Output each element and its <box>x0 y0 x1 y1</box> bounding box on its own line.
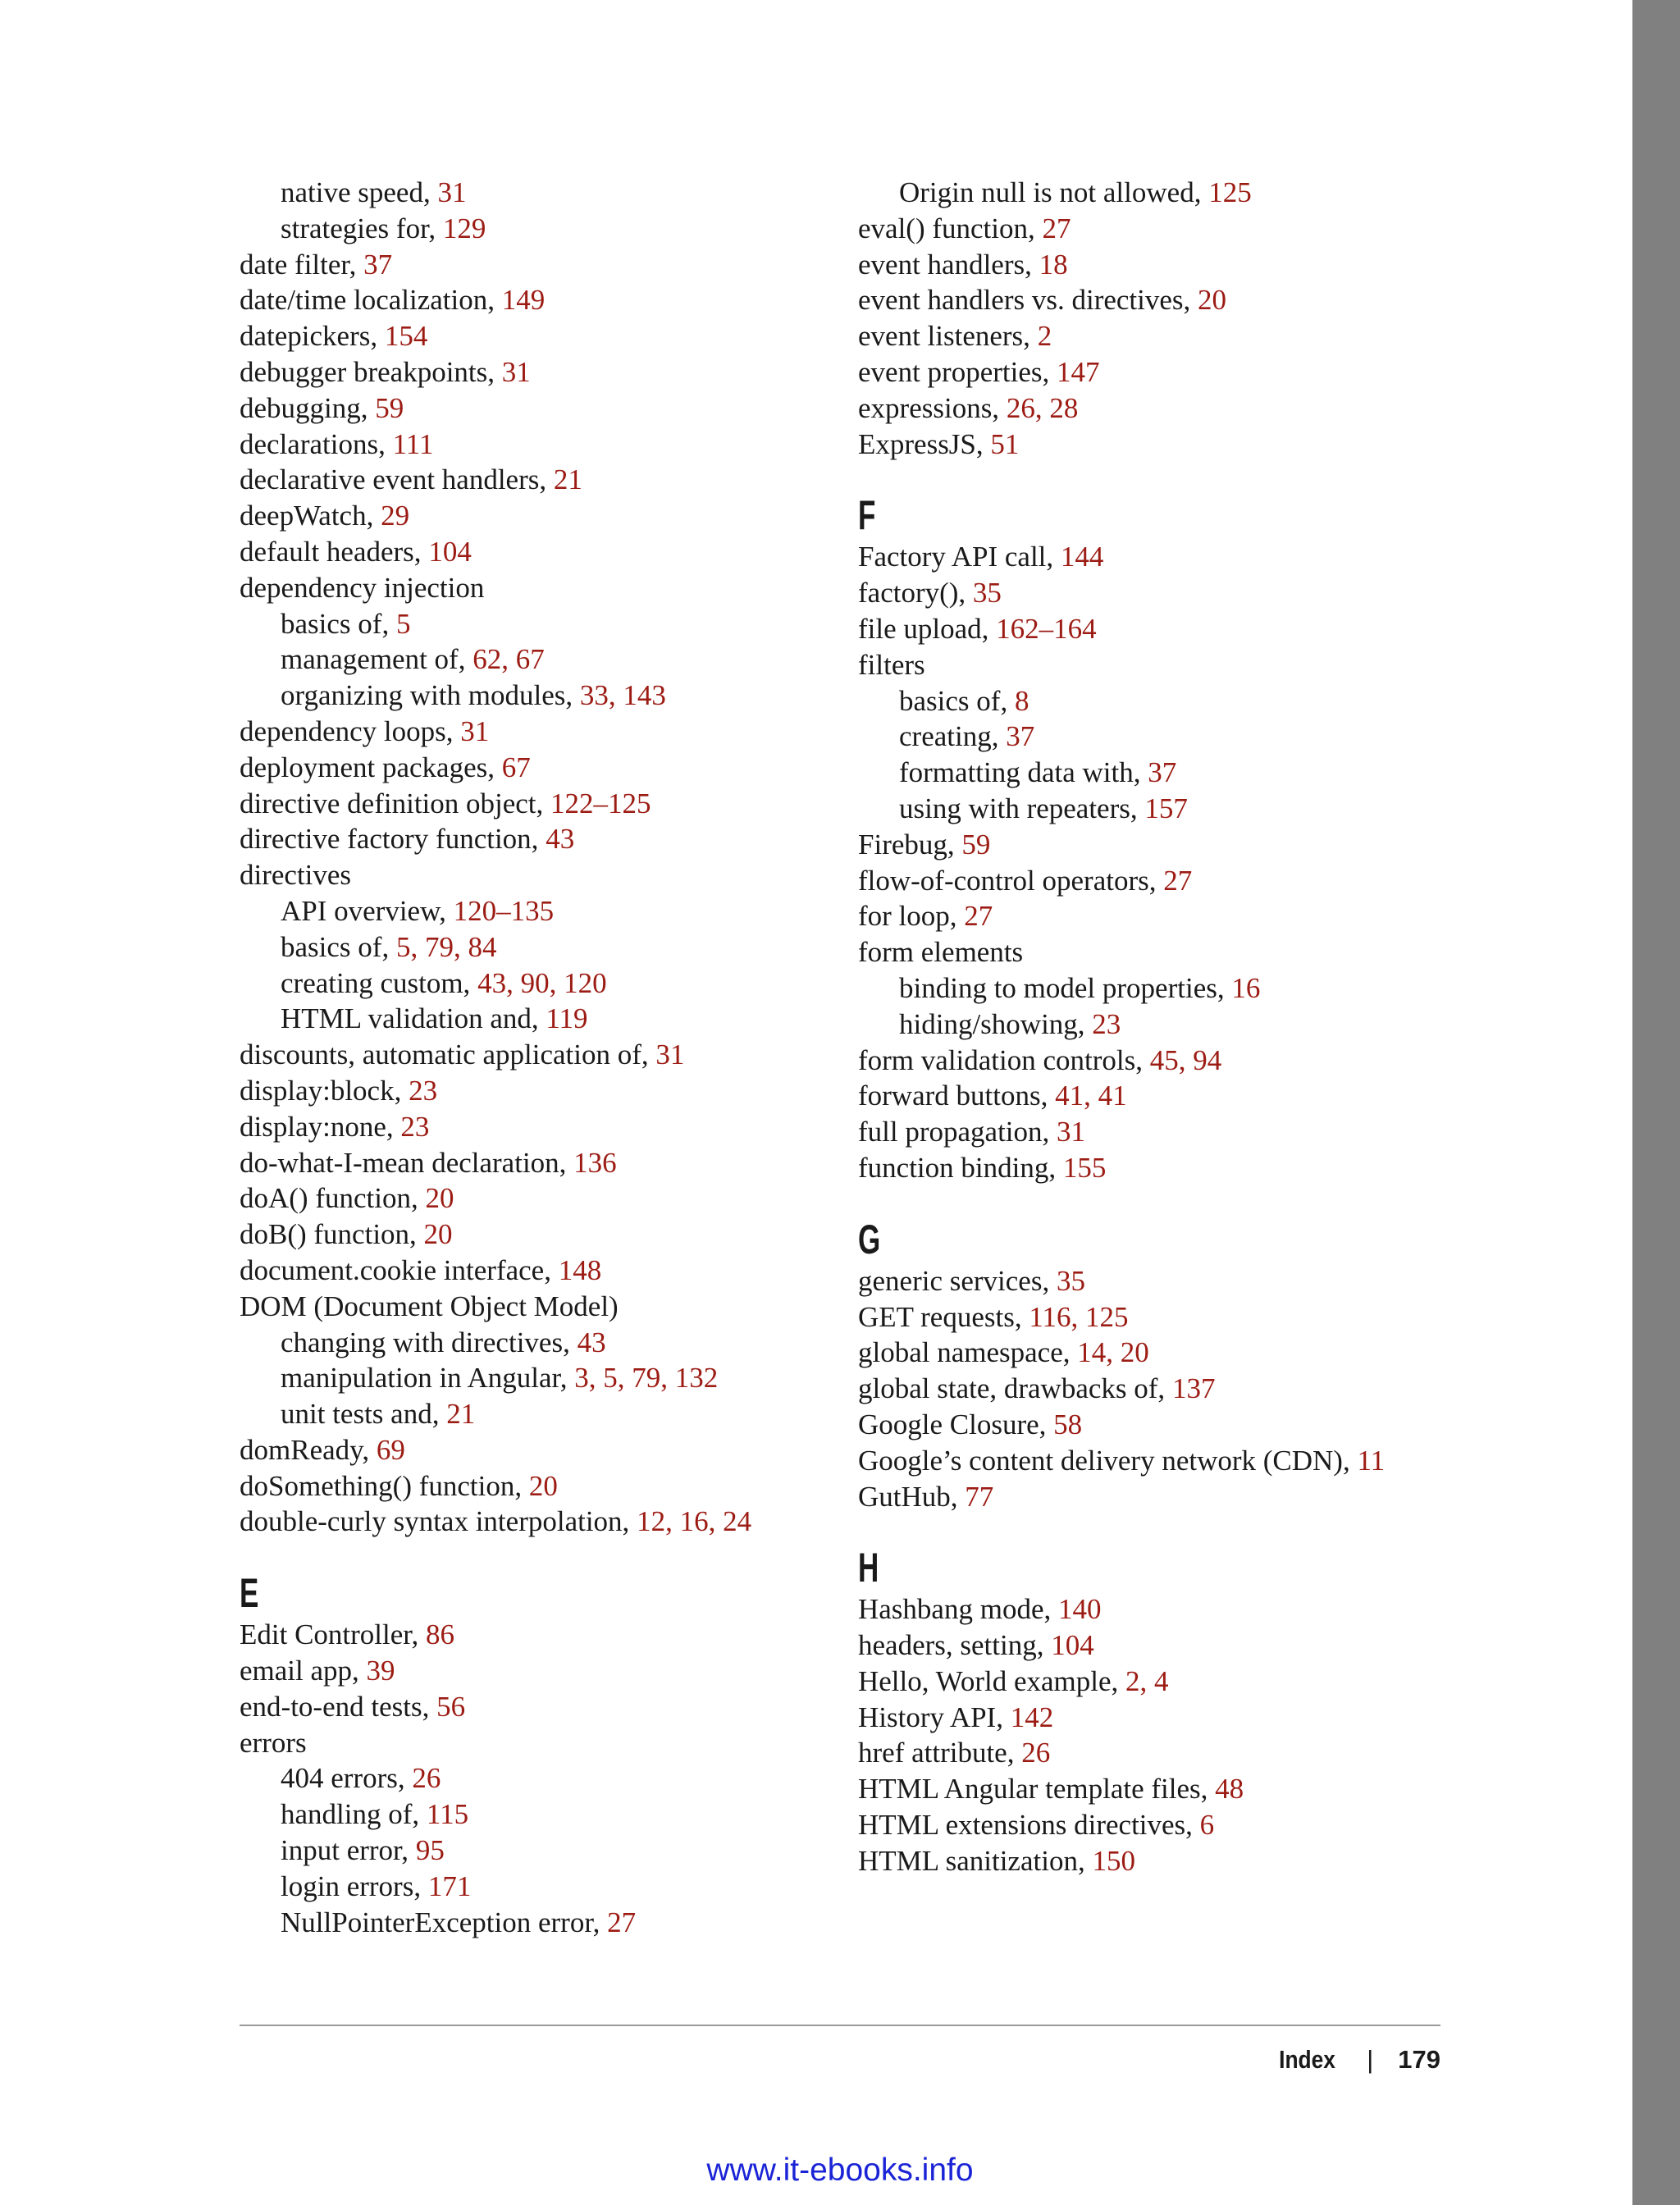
page-references[interactable]: 31 <box>437 176 467 208</box>
index-entry <box>858 1843 1449 1879</box>
section-letter: E <box>240 1570 259 1617</box>
page-references[interactable]: 129 <box>442 212 486 244</box>
index-column-right <box>858 175 1449 1879</box>
page-references[interactable]: 150 <box>1092 1844 1135 1877</box>
page-references[interactable]: 43, 90, 120 <box>477 966 607 999</box>
index-subentry <box>240 1833 814 1869</box>
index-subentry <box>858 175 1449 211</box>
entry-term: doA() function, <box>240 1182 426 1215</box>
page-references[interactable]: 59 <box>961 828 991 861</box>
right-edge-bar <box>1632 0 1680 2205</box>
page-references[interactable]: 26 <box>1021 1737 1051 1769</box>
index-subentry <box>858 683 1449 719</box>
page-references[interactable]: 115 <box>426 1798 469 1831</box>
index-entry <box>858 247 1449 283</box>
page-references[interactable]: 20 <box>423 1218 453 1251</box>
entry-term: basics of, <box>281 930 396 963</box>
entry-term: login errors, <box>281 1869 428 1902</box>
index-subentry <box>240 606 814 642</box>
entry-term: basics of, <box>899 684 1015 717</box>
page-references[interactable]: 148 <box>558 1253 602 1286</box>
page-references[interactable]: 59 <box>375 391 404 424</box>
page-references[interactable]: 33, 143 <box>579 679 666 712</box>
index-entry <box>240 462 814 498</box>
index-entry <box>240 1289 814 1325</box>
page-references[interactable]: 58 <box>1053 1408 1083 1440</box>
page-references[interactable]: 5, 79, 84 <box>395 930 497 963</box>
section-heading <box>240 1571 814 1617</box>
entry-term: end-to-end tests, <box>240 1690 437 1723</box>
entry-term: href attribute, <box>858 1737 1022 1769</box>
page-references[interactable]: 16 <box>1231 971 1261 1004</box>
page-references[interactable]: 21 <box>553 463 582 496</box>
index-entry <box>240 1073 814 1109</box>
index-entry <box>240 318 814 354</box>
entry-term: strategies for, <box>281 212 443 244</box>
entry-term: directives <box>240 859 352 892</box>
index-entry <box>240 1617 814 1653</box>
page-references[interactable]: 104 <box>428 535 472 568</box>
index-entry <box>858 1078 1449 1114</box>
index-entry <box>240 354 814 390</box>
section-letter: G <box>858 1216 881 1262</box>
index-subentry <box>240 211 814 247</box>
page-references[interactable]: 31 <box>501 355 531 388</box>
page-references[interactable]: 31 <box>460 714 490 747</box>
index-subentry <box>240 929 814 966</box>
page-references[interactable]: 43 <box>577 1326 606 1358</box>
index-entry <box>240 1109 814 1145</box>
entry-term: debugging, <box>240 391 376 424</box>
entry-term: errors <box>240 1726 307 1759</box>
entry-term: basics of, <box>281 607 396 640</box>
page-references[interactable]: 144 <box>1060 541 1104 573</box>
index-subentry <box>240 1796 814 1833</box>
index-entry <box>858 1479 1449 1515</box>
entry-term: doSomething() function, <box>240 1469 529 1502</box>
entry-term: event listeners, <box>858 320 1038 353</box>
page-references[interactable]: 27 <box>1163 864 1193 897</box>
index-entry <box>240 750 814 786</box>
page-references[interactable]: 20 <box>528 1469 558 1502</box>
footer-separator: | <box>1367 2045 1374 2074</box>
index-subentry <box>240 678 814 714</box>
page-number: 179 <box>1398 2045 1440 2074</box>
entry-term: dependency loops, <box>240 714 461 747</box>
section-heading <box>858 1545 1449 1591</box>
page-references[interactable]: 155 <box>1062 1151 1107 1184</box>
entry-term: Google Closure, <box>858 1408 1054 1440</box>
entry-term: GutHub, <box>858 1480 966 1513</box>
index-subentry <box>858 1007 1449 1043</box>
entry-term: GET requests, <box>858 1300 1029 1333</box>
index-entry <box>858 611 1449 647</box>
section-heading <box>858 1217 1449 1263</box>
entry-term: handling of, <box>281 1798 427 1831</box>
page-references[interactable]: 2 <box>1037 320 1052 353</box>
page-references[interactable]: 27 <box>607 1906 637 1938</box>
entry-term: Edit Controller, <box>240 1618 427 1651</box>
page-references[interactable]: 26 <box>412 1762 441 1795</box>
page-references[interactable]: 23 <box>409 1074 438 1107</box>
entry-term: full propagation, <box>858 1116 1057 1148</box>
page-references[interactable]: 45, 94 <box>1149 1043 1222 1076</box>
entry-term: factory(), <box>858 577 973 609</box>
page-references[interactable]: 5 <box>395 607 411 640</box>
section-spacer <box>240 1540 814 1571</box>
page-references[interactable]: 27 <box>1042 212 1071 244</box>
entry-term: event properties, <box>858 355 1057 388</box>
entry-term: do-what-I-mean declaration, <box>240 1146 574 1179</box>
entry-term: file upload, <box>858 612 997 645</box>
index-entry <box>240 1145 814 1181</box>
index-subentry <box>240 893 814 929</box>
entry-term: date/time localization, <box>240 284 502 317</box>
entry-term: generic services, <box>858 1264 1057 1297</box>
entry-term: unit tests and, <box>281 1398 447 1431</box>
index-column-left <box>240 175 814 1940</box>
page-references[interactable]: 142 <box>1010 1701 1054 1733</box>
page-references[interactable]: 77 <box>965 1480 994 1513</box>
index-subentry <box>240 1325 814 1361</box>
entry-term: using with repeaters, <box>899 792 1145 824</box>
page-references[interactable]: 23 <box>1092 1007 1121 1040</box>
page-references[interactable]: 20 <box>1198 284 1227 317</box>
index-subentry <box>240 1905 814 1941</box>
page-references[interactable]: 35 <box>972 577 1002 609</box>
index-entry <box>858 1443 1449 1479</box>
index-entry <box>240 1468 814 1504</box>
entry-term: global state, drawbacks of, <box>858 1372 1172 1405</box>
page-references[interactable]: 43 <box>546 823 575 856</box>
page-references[interactable]: 137 <box>1171 1372 1216 1405</box>
entry-term: creating, <box>899 720 1007 753</box>
index-entry <box>240 714 814 750</box>
entry-term: HTML extensions directives, <box>858 1809 1200 1842</box>
index-subentry <box>240 1360 814 1396</box>
index-entry <box>240 1253 814 1289</box>
index-entry <box>858 354 1449 390</box>
entry-term: Origin null is not allowed, <box>899 176 1209 208</box>
index-entry <box>858 647 1449 683</box>
page-references[interactable]: 69 <box>376 1433 405 1466</box>
index-subentry <box>240 641 814 678</box>
index-subentry <box>858 719 1449 755</box>
index-subentry <box>858 791 1449 827</box>
index-entry <box>240 1653 814 1689</box>
entry-term: domReady, <box>240 1433 377 1466</box>
page-references[interactable]: 104 <box>1051 1629 1094 1662</box>
footer-rule <box>240 2025 1440 2026</box>
index-entry <box>858 539 1449 575</box>
index-entry <box>858 1299 1449 1335</box>
entry-term: event handlers, <box>858 248 1039 281</box>
index-subentry <box>240 1869 814 1905</box>
index-entry <box>858 1407 1449 1443</box>
footer-section-label: Index <box>1279 2045 1336 2074</box>
page-references[interactable]: 48 <box>1215 1773 1244 1806</box>
entry-term: HTML Angular template files, <box>858 1773 1216 1806</box>
entry-term: NullPointerException error, <box>281 1906 608 1938</box>
page-references[interactable]: 122–125 <box>550 787 651 819</box>
entry-term: form validation controls, <box>858 1043 1150 1076</box>
entry-term: debugger breakpoints, <box>240 355 502 388</box>
entry-term: creating custom, <box>281 966 478 999</box>
page-references[interactable]: 39 <box>366 1655 395 1687</box>
index-entry <box>858 282 1449 318</box>
page-footer <box>1189 2042 1440 2078</box>
index-entry <box>858 1664 1449 1700</box>
index-entry <box>858 390 1449 427</box>
page-references[interactable]: 171 <box>427 1869 472 1902</box>
index-entry <box>858 1043 1449 1079</box>
entry-term: management of, <box>281 643 473 676</box>
page-references[interactable]: 8 <box>1014 684 1029 717</box>
entry-term: form elements <box>858 936 1024 969</box>
index-entry <box>240 821 814 857</box>
page-references[interactable]: 6 <box>1199 1809 1215 1842</box>
page-references[interactable]: 62, 67 <box>472 643 545 676</box>
index-entry <box>858 1628 1449 1664</box>
index-entry <box>240 1725 814 1761</box>
page-references[interactable]: 154 <box>384 320 428 353</box>
page-references[interactable]: 31 <box>655 1039 685 1071</box>
entry-term: 404 errors, <box>281 1762 413 1795</box>
entry-term: for loop, <box>858 900 965 933</box>
entry-term: expressions, <box>858 391 1007 424</box>
entry-term: eval() function, <box>858 212 1043 244</box>
page-references[interactable]: 125 <box>1208 176 1252 208</box>
index-subentry <box>858 970 1449 1007</box>
section-letter: F <box>858 492 876 539</box>
section-spacer <box>858 1186 1449 1217</box>
entry-term: Hashbang mode, <box>858 1593 1058 1626</box>
page-references[interactable]: 37 <box>363 248 393 281</box>
page-references[interactable]: 67 <box>501 751 531 783</box>
entry-term: datepickers, <box>240 320 385 353</box>
entry-term: global namespace, <box>858 1336 1078 1369</box>
entry-term: History API, <box>858 1701 1011 1733</box>
entry-term: directive factory function, <box>240 823 546 856</box>
watermark-link[interactable]: www.it-ebooks.info <box>706 2152 974 2188</box>
index-subentry <box>240 175 814 211</box>
page-references[interactable]: 149 <box>501 284 546 317</box>
index-entry <box>858 1114 1449 1150</box>
index-subentry <box>240 1760 814 1796</box>
index-entry <box>240 427 814 463</box>
index-entry <box>240 857 814 893</box>
entry-term: flow-of-control operators, <box>858 864 1164 897</box>
entry-term: doB() function, <box>240 1218 424 1251</box>
page-references[interactable]: 35 <box>1056 1264 1085 1297</box>
entry-term: hiding/showing, <box>899 1007 1093 1040</box>
index-entry <box>858 575 1449 611</box>
page-references[interactable]: 12, 16, 24 <box>637 1505 752 1538</box>
page-references[interactable]: 56 <box>436 1690 466 1723</box>
index-entry <box>858 898 1449 934</box>
page-references[interactable]: 116, 125 <box>1029 1300 1129 1333</box>
entry-term: native speed, <box>281 176 438 208</box>
index-entry <box>858 1335 1449 1371</box>
page-references[interactable]: 27 <box>964 900 993 933</box>
entry-term: Factory API call, <box>858 541 1061 573</box>
section-spacer <box>858 1514 1449 1545</box>
page-references[interactable]: 86 <box>426 1618 455 1651</box>
section-spacer <box>858 462 1449 493</box>
index-entry <box>240 282 814 318</box>
entry-term: display:none, <box>240 1110 401 1143</box>
index-entry <box>858 1771 1449 1807</box>
entry-term: formatting data with, <box>899 756 1148 789</box>
entry-term: event handlers vs. directives, <box>858 284 1198 317</box>
section-letter: H <box>858 1545 879 1591</box>
entry-term: Firebug, <box>858 828 962 861</box>
entry-term: API overview, <box>281 894 454 927</box>
entry-term: forward buttons, <box>858 1080 1056 1112</box>
index-entry <box>858 934 1449 970</box>
index-subentry <box>858 755 1449 791</box>
page-references[interactable]: 37 <box>1148 756 1177 789</box>
entry-term: changing with directives, <box>281 1326 578 1358</box>
entry-term: date filter, <box>240 248 364 281</box>
page-references[interactable]: 120–135 <box>453 894 555 927</box>
page-references[interactable]: 140 <box>1057 1593 1102 1626</box>
index-entry <box>858 1591 1449 1628</box>
entry-term: display:block, <box>240 1074 409 1107</box>
entry-term: function binding, <box>858 1151 1063 1184</box>
index-entry <box>858 827 1449 863</box>
page-references[interactable]: 14, 20 <box>1077 1336 1149 1369</box>
index-entry <box>858 427 1449 463</box>
entry-term: deployment packages, <box>240 751 502 783</box>
index-entry <box>240 570 814 606</box>
page-references[interactable]: 20 <box>425 1182 454 1215</box>
entry-term: ExpressJS, <box>858 427 991 460</box>
entry-term: binding to model properties, <box>899 971 1232 1004</box>
entry-term: manipulation in Angular, <box>281 1362 575 1395</box>
page-references[interactable]: 31 <box>1057 1116 1086 1148</box>
entry-term: directive definition object, <box>240 787 551 819</box>
entry-term: email app, <box>240 1655 367 1687</box>
entry-term: default headers, <box>240 535 429 568</box>
index-subentry <box>240 1001 814 1037</box>
index-entry <box>240 1037 814 1073</box>
index-entry <box>240 1504 814 1540</box>
index-entry <box>240 534 814 570</box>
index-entry <box>240 1689 814 1725</box>
page-references[interactable]: 23 <box>400 1110 430 1143</box>
page-references[interactable]: 111 <box>392 427 434 460</box>
entry-term: input error, <box>281 1834 416 1867</box>
index-entry <box>858 1735 1449 1771</box>
index-entry <box>858 318 1449 354</box>
index-entry <box>858 1807 1449 1843</box>
entry-term: headers, setting, <box>858 1629 1052 1662</box>
entry-term: declarative event handlers, <box>240 463 554 496</box>
index-subentry <box>240 1396 814 1432</box>
entry-term: Hello, World example, <box>858 1664 1126 1697</box>
page-references[interactable]: 147 <box>1057 355 1100 388</box>
page-references[interactable]: 37 <box>1006 720 1035 753</box>
page-references[interactable]: 119 <box>546 1002 588 1035</box>
entry-term: deepWatch, <box>240 500 381 532</box>
page-references[interactable]: 136 <box>573 1146 617 1179</box>
page-references[interactable]: 51 <box>990 427 1020 460</box>
page-references[interactable]: 26, 28 <box>1006 391 1079 424</box>
page-references[interactable]: 95 <box>415 1834 445 1867</box>
entry-term: document.cookie interface, <box>240 1253 559 1286</box>
entry-term: declarations, <box>240 427 393 460</box>
entry-term: double-curly syntax interpolation, <box>240 1505 637 1538</box>
page-references[interactable]: 29 <box>381 500 410 532</box>
index-entry <box>240 1180 814 1217</box>
entry-term: Google’s content delivery network (CDN), <box>858 1444 1358 1477</box>
index-entry <box>858 1263 1449 1299</box>
entry-term: HTML sanitization, <box>858 1844 1093 1877</box>
index-entry <box>858 211 1449 247</box>
entry-term: discounts, automatic application of, <box>240 1039 656 1071</box>
entry-term: DOM (Document Object Model) <box>240 1290 619 1322</box>
page-references[interactable]: 3, 5, 79, 132 <box>574 1362 719 1395</box>
entry-term: filters <box>858 648 925 681</box>
index-entry <box>240 498 814 534</box>
index-entry <box>858 1700 1449 1736</box>
page-references[interactable]: 162–164 <box>996 612 1097 645</box>
page-references[interactable]: 157 <box>1144 792 1188 824</box>
entry-term: HTML validation and, <box>281 1002 546 1035</box>
index-entry <box>240 786 814 822</box>
page-references[interactable]: 18 <box>1039 248 1068 281</box>
index-entry <box>240 247 814 283</box>
index-entry <box>240 1217 814 1253</box>
entry-term: organizing with modules, <box>281 679 580 712</box>
index-entry <box>858 1150 1449 1186</box>
index-entry <box>240 390 814 427</box>
index-entry <box>240 1432 814 1468</box>
index-entry <box>858 1371 1449 1407</box>
section-heading <box>858 493 1449 539</box>
page-references[interactable]: 2, 4 <box>1125 1664 1169 1697</box>
page-references[interactable]: 41, 41 <box>1055 1080 1127 1112</box>
index-entry <box>858 863 1449 899</box>
page-references[interactable]: 11 <box>1357 1444 1386 1477</box>
entry-term: dependency injection <box>240 571 485 604</box>
page-references[interactable]: 21 <box>446 1398 476 1431</box>
index-subentry <box>240 966 814 1002</box>
